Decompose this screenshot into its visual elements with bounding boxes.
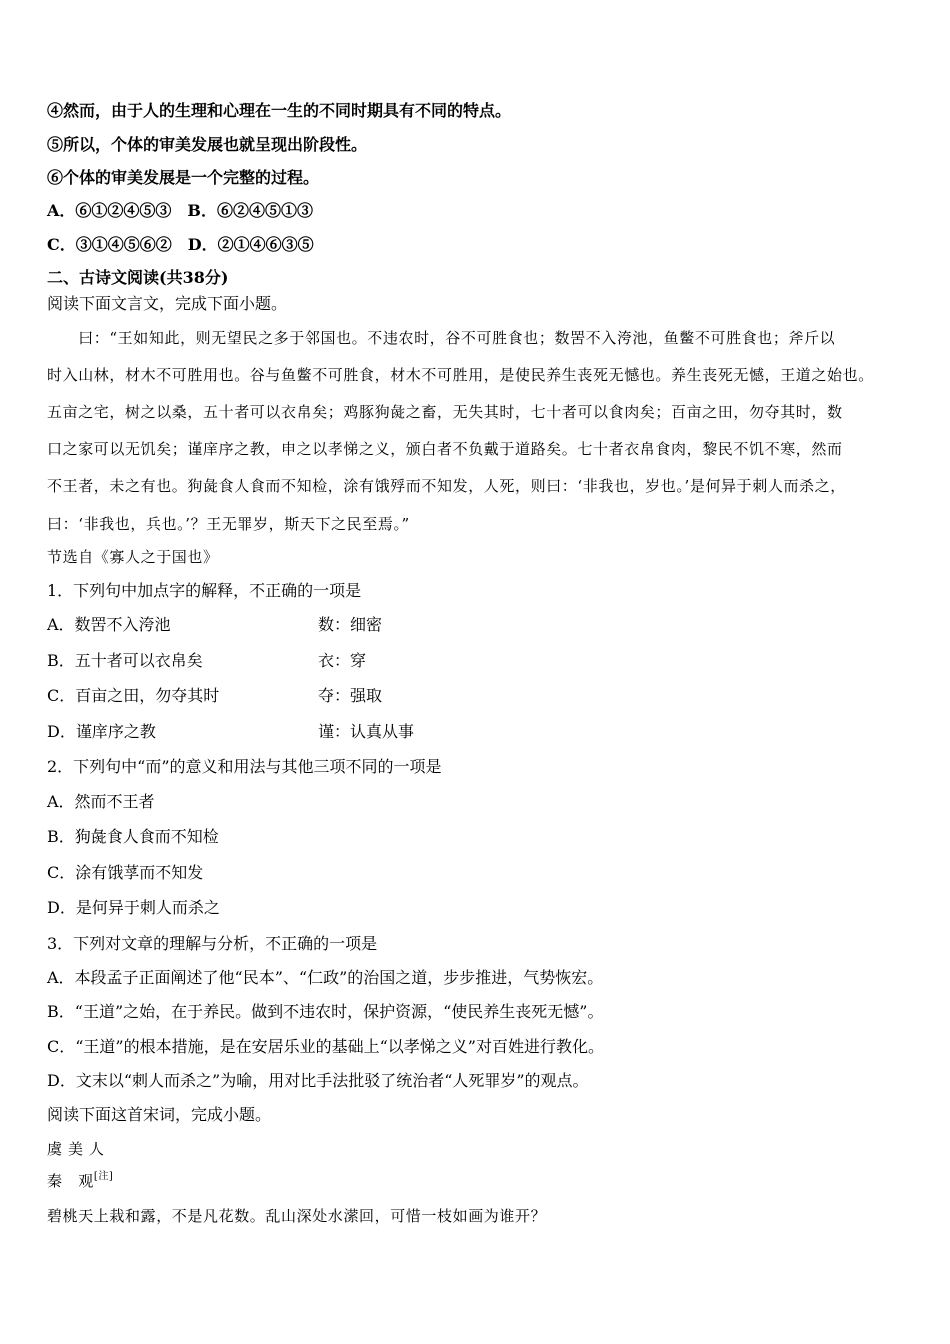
passage-line: 口之家可以无饥矣；谨庠序之教，申之以孝悌之义，颁白者不负戴于道路矣。七十者衣帛食肉，黎民不饥不寒，然而 [47, 440, 843, 458]
poem-author-line [47, 1171, 113, 1191]
poem-title: 虞 美 人 [47, 1140, 105, 1158]
q2-option-a: A．然而不王者 [47, 792, 155, 811]
passage-line: 五亩之宅，树之以桑，五十者可以衣帛矣；鸡豚狗彘之畜，无失其时，七十者可以食肉矣；百亩之田，勿夺其时，数 [47, 403, 843, 421]
sentence-6: ⑥个体的审美发展是一个完整的过程。 [47, 168, 320, 187]
q2-option-c: C．涂有饿莩而不知发 [47, 863, 204, 882]
passage-line: 时入山林，材木不可胜用也。谷与鱼鳖不可胜食，材木不可胜用，是使民养生丧死无憾也。养生丧死无憾，王道之始也。 [47, 366, 874, 384]
poem-note-marker: [注] [93, 1171, 114, 1182]
q1-option-a: A．数罟不入洿池 [47, 615, 171, 634]
q1-option-b: B．五十者可以衣帛矣 [47, 651, 203, 670]
poem-line: 碧桃天上栽和露，不是凡花数。乱山深处水潆回，可惜一枝如画为谁开？ [47, 1207, 547, 1225]
q1-option-a-gloss: 数：细密 [318, 615, 383, 634]
options-c-d: C．③①④⑤⑥② D．②①④⑥③⑤ [47, 235, 314, 254]
q3-option-b: B．“王道”之始，在于养民。做到不违农时，保护资源，“使民养生丧死无憾”。 [47, 1002, 604, 1021]
q1-option-b-gloss: 衣：穿 [318, 651, 367, 670]
question-1-stem: 1．下列句中加点字的解释，不正确的一项是 [47, 581, 362, 600]
options-a-b: A．⑥①②④⑤③ B．⑥②④⑤①③ [47, 201, 313, 220]
passage-line: 不王者，未之有也。狗彘食人食而不知检，涂有饿殍而不知发，人死，则曰：‘非我也，岁也。’是何异于刺人而杀之， [47, 477, 846, 495]
q3-option-a: A．本段孟子正面阐述了他“民本”、“仁政”的治国之道，步步推进，气势恢宏。 [47, 968, 604, 987]
q1-option-d: D．谨庠序之教 [47, 722, 156, 741]
poem-author: 秦 观 [47, 1172, 94, 1190]
section-intro: 阅读下面文言文，完成下面小题。 [47, 294, 288, 313]
passage-line: 曰：“王如知此，则无望民之多于邻国也。不违农时，谷不可胜食也；数罟不入洿池，鱼鳖不可胜食也；斧斤以 [47, 329, 836, 347]
passage-source: 节选自《寡人之于国也》 [47, 548, 219, 566]
q1-option-d-gloss: 谨：认真从事 [318, 722, 415, 741]
passage-line: 曰：‘非我也，兵也。’？王无罪岁，斯天下之民至焉。” [47, 515, 410, 533]
sentence-5: ⑤所以，个体的审美发展也就呈现出阶段性。 [47, 135, 368, 154]
q1-option-c: C．百亩之田，勿夺其时 [47, 686, 220, 705]
question-2-stem: 2．下列句中“而”的意义和用法与其他三项不同的一项是 [47, 757, 442, 776]
sentence-4: ④然而，由于人的生理和心理在一生的不同时期具有不同的特点。 [47, 101, 512, 120]
q3-option-d: D．文末以“刺人而杀之”为喻，用对比手法批驳了统治者“人死罪岁”的观点。 [47, 1071, 589, 1090]
q2-option-d: D．是何异于刺人而杀之 [47, 898, 220, 917]
question-3-stem: 3．下列对文章的理解与分析，不正确的一项是 [47, 934, 378, 953]
q1-option-c-gloss: 夺：强取 [318, 686, 383, 705]
section-heading: 二、古诗文阅读(共38分) [47, 268, 229, 287]
poem-intro: 阅读下面这首宋词，完成小题。 [47, 1105, 272, 1124]
q3-option-c: C．“王道”的根本措施，是在安居乐业的基础上“以孝悌之义”对百姓进行教化。 [47, 1037, 604, 1056]
q2-option-b: B．狗彘食人食而不知检 [47, 827, 219, 846]
